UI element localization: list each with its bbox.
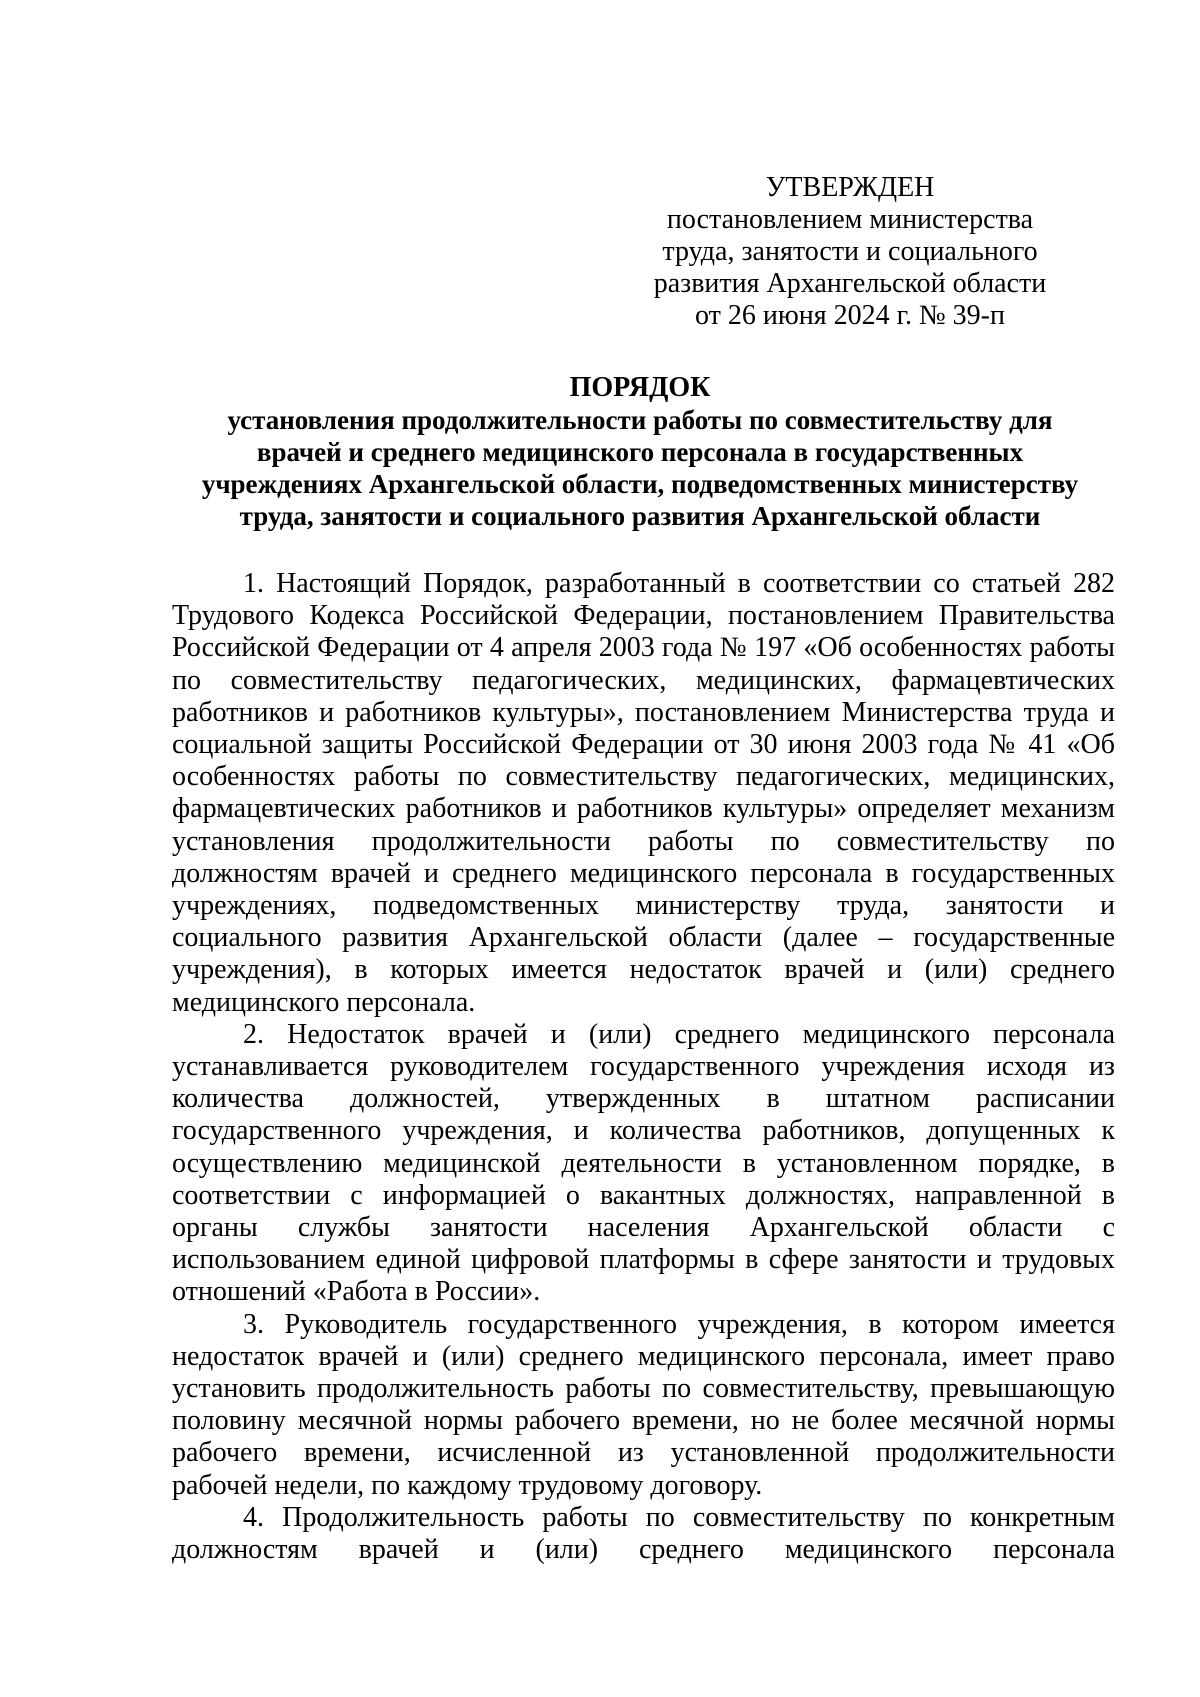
- approval-line: постановлением министерства: [666, 204, 1034, 235]
- paragraph-4: 4. Продолжительность работы по совместительству по конкретным должностям врачей и (или) среднего медицинского персонала: [172, 1501, 1115, 1566]
- approval-line: труда, занятости и социального: [662, 236, 1038, 267]
- title-line: врачей и среднего медицинского персонала в государственных: [256, 437, 1024, 467]
- approval-line: развития Архангельской области: [653, 268, 1047, 299]
- paragraph-3: 3. Руководитель государственного учреждения, в котором имеется недостаток врачей и (или) среднего медицинского персонала, имеет право установить продолжительность работы по совместительству, превышающую половину месячной нормы рабочего времени, но не более месячной нормы рабочего времени, исчисленной из установленной продолжительности рабочей недели, по каждому трудовому договору.: [172, 1308, 1115, 1501]
- title-main: ПОРЯДОК: [569, 372, 711, 403]
- document-body: [172, 568, 1115, 1566]
- title-line: учреждениях Архангельской области, подведомственных министерству: [201, 469, 1079, 499]
- approval-heading: УТВЕРЖДЕН: [765, 172, 935, 203]
- title-line: труда, занятости и социального развития Архангельской области: [239, 501, 1041, 531]
- paragraph-1: 1. Настоящий Порядок, разработанный в соответствии со статьей 282 Трудового Кодекса Российской Федерации, постановлением Правительства Российской Федерации от 4 апреля 2003 года № 197 «Об особенностях работы по совместительству педагогических, медицинских, фармацевтических работников и работников культуры», постановлением Министерства труда и социальной защиты Российской Федерации от 30 июня 2003 года № 41 «Об особенностях работы по совместительству педагогических, медицинских, фармацевтических работников и работников культуры» определяет механизм установления продолжительности работы по совместительству по должностям врачей и среднего медицинского персонала в государственных учреждениях, подведомственных министерству труда, занятости и социального развития Архангельской области (далее – государственные учреждения), в которых имеется недостаток врачей и (или) среднего медицинского персонала.: [172, 568, 1115, 1018]
- approval-date: от 26 июня 2024 г. № 39-п: [695, 300, 1005, 331]
- document-title: [160, 372, 1120, 532]
- title-line: установления продолжительности работы по совместительству для: [227, 405, 1053, 435]
- paragraph-2: 2. Недостаток врачей и (или) среднего медицинского персонала устанавливается руководителем государственного учреждения исходя из количества должностей, утвержденных в штатном расписании государственного учреждения, и количества работников, допущенных к осуществлению медицинской деятельности в установленном порядке, в соответствии с информацией о вакантных должностях, направленной в органы службы занятости населения Архангельской области с использованием единой цифровой платформы в сфере занятости и трудовых отношений «Работа в России».: [172, 1018, 1115, 1308]
- approval-stamp: [640, 172, 1060, 332]
